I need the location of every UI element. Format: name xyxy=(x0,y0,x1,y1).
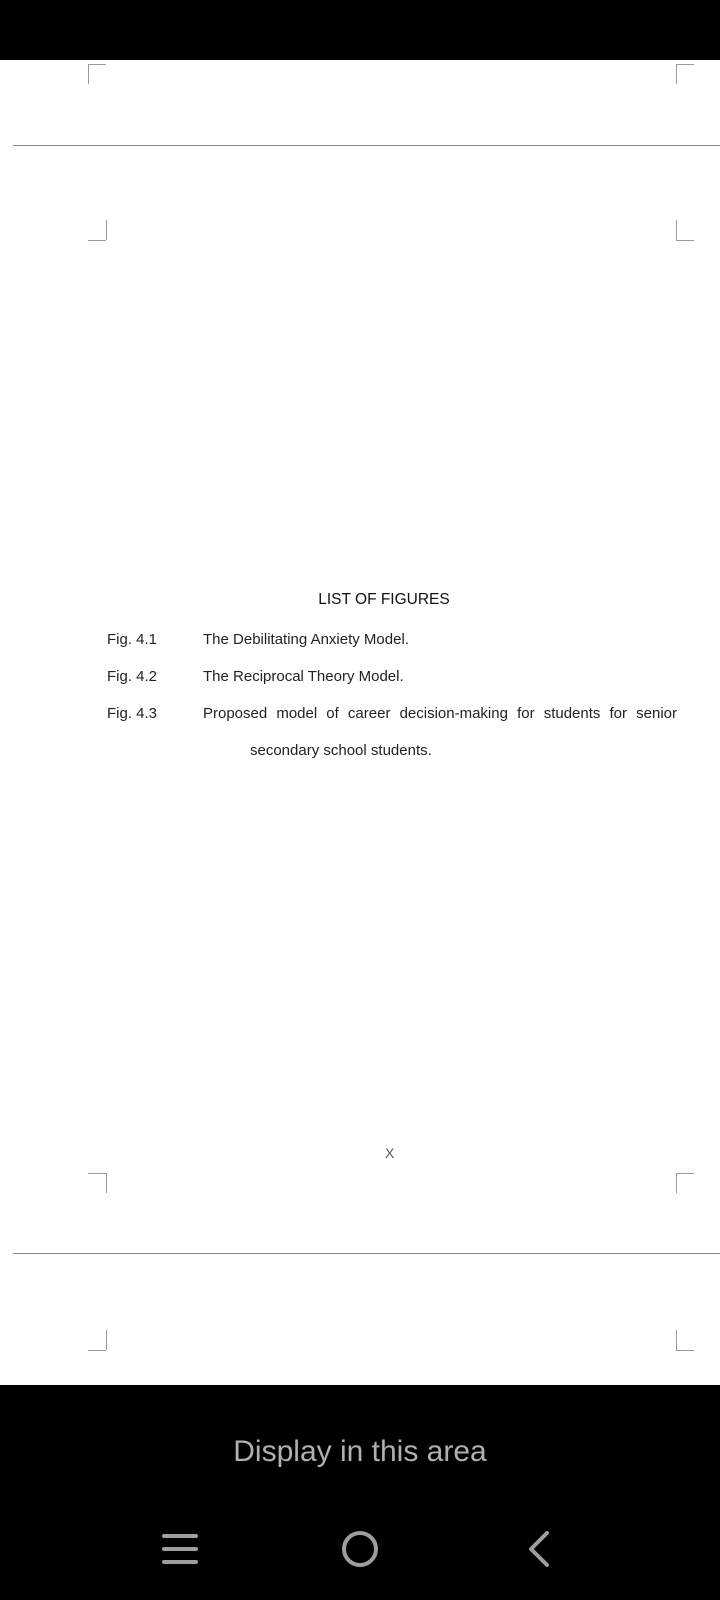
recent-apps-icon[interactable] xyxy=(156,1525,204,1573)
page-heading: LIST OF FIGURES xyxy=(318,591,450,608)
crop-mark xyxy=(676,240,694,241)
bottom-panel xyxy=(0,1385,720,1600)
display-area-hint[interactable]: Display in this area xyxy=(233,1435,487,1468)
figure-label: Fig. 4.1 xyxy=(107,631,158,648)
document-view[interactable] xyxy=(0,60,720,1385)
crop-mark xyxy=(676,1173,677,1193)
crop-mark xyxy=(106,1173,107,1193)
crop-mark xyxy=(676,220,677,240)
figure-title: Proposed model of career decision-making for students for senior xyxy=(203,705,677,722)
figure-title-continuation: secondary school students. xyxy=(250,742,432,759)
back-icon[interactable] xyxy=(516,1525,564,1573)
crop-mark xyxy=(88,64,89,84)
crop-mark xyxy=(676,1173,694,1174)
crop-mark xyxy=(106,1330,107,1350)
crop-mark xyxy=(88,1350,106,1351)
status-bar xyxy=(0,0,720,60)
crop-mark xyxy=(88,240,106,241)
crop-mark xyxy=(88,1173,106,1174)
page-separator xyxy=(13,145,720,146)
figure-title: The Debilitating Anxiety Model. xyxy=(203,631,409,648)
figure-title: The Reciprocal Theory Model. xyxy=(203,668,404,685)
figure-label: Fig. 4.2 xyxy=(107,668,158,685)
figure-label: Fig. 4.3 xyxy=(107,705,158,722)
crop-mark xyxy=(676,64,694,65)
page-number: X xyxy=(385,1145,395,1161)
crop-mark xyxy=(676,1350,694,1351)
home-icon[interactable] xyxy=(336,1525,384,1573)
crop-mark xyxy=(106,220,107,240)
crop-mark xyxy=(676,1330,677,1350)
page-separator xyxy=(13,1253,720,1254)
crop-mark xyxy=(676,64,677,84)
crop-mark xyxy=(88,64,106,65)
